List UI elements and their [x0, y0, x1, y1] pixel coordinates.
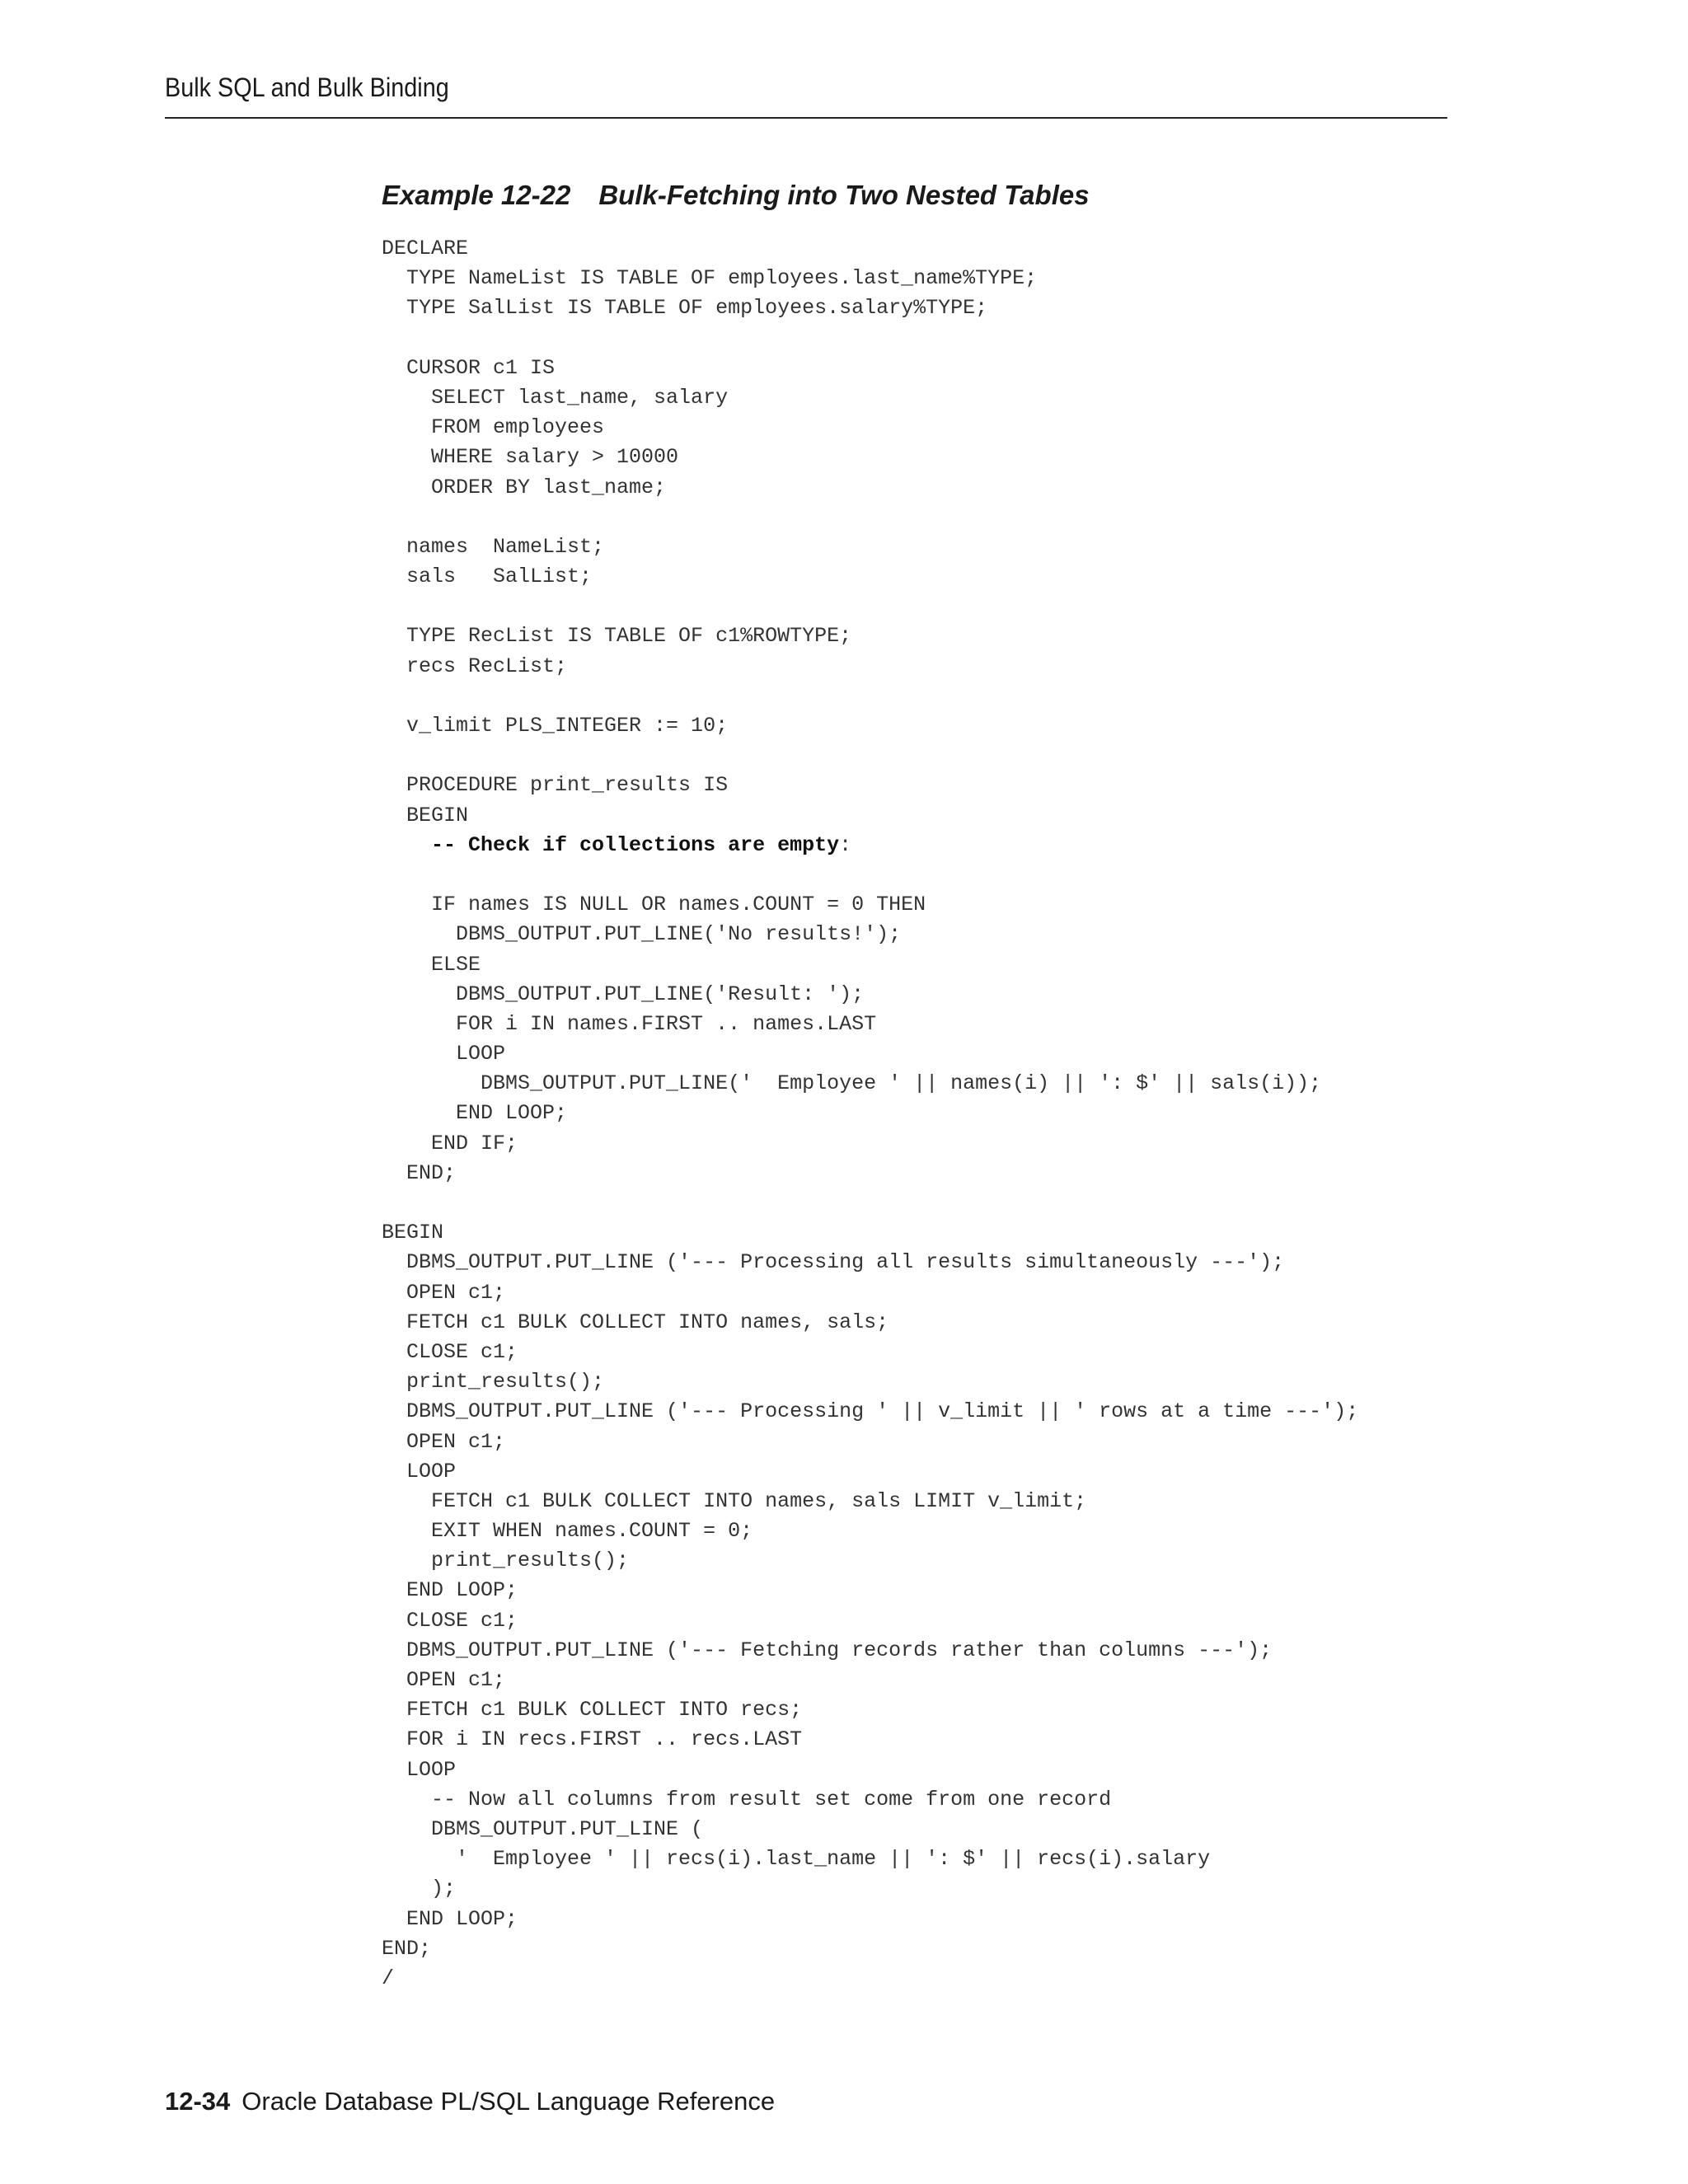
code-line [382, 1188, 1358, 1218]
code-line [382, 592, 1358, 621]
code-line: v_limit PLS_INTEGER := 10; [382, 714, 729, 738]
code-line: SELECT last_name, salary [382, 385, 729, 410]
code-line: -- Now all columns from result set come from one record [382, 1787, 1112, 1811]
code-line: FETCH c1 BULK COLLECT INTO recs; [382, 1698, 803, 1722]
code-line: DBMS_OUTPUT.PUT_LINE('Result: '); [382, 982, 865, 1006]
example-title [382, 180, 1090, 211]
code-line: LOOP [382, 1042, 506, 1066]
code-line: ); [382, 1877, 457, 1901]
code-line: ORDER BY last_name; [382, 475, 667, 499]
code-line: DBMS_OUTPUT.PUT_LINE(' Employee ' || names(i) || ': $' || sals(i)); [382, 1071, 1322, 1096]
code-line: ELSE [382, 952, 481, 977]
code-line: FROM employees [382, 415, 605, 440]
code-line: FETCH c1 BULK COLLECT INTO names, sals; [382, 1310, 889, 1334]
code-line: OPEN c1; [382, 1429, 506, 1454]
code-line: WHERE salary > 10000 [382, 445, 679, 470]
code-line: OPEN c1; [382, 1280, 506, 1305]
code-line: END LOOP; [382, 1101, 568, 1126]
code-line: PROCEDURE print_results IS [382, 773, 729, 798]
code-line: -- Check if collections are empty: [431, 832, 852, 857]
book-title: Oracle Database PL/SQL Language Reference [241, 2087, 776, 2116]
code-line: recs RecList; [382, 654, 568, 678]
code-line: DBMS_OUTPUT.PUT_LINE ( [382, 1816, 704, 1841]
code-line: END IF; [382, 1131, 518, 1155]
code-line: BEGIN [382, 1221, 444, 1245]
code-line: TYPE NameList IS TABLE OF employees.last_name%TYPE; [382, 266, 1038, 291]
code-line: EXIT WHEN names.COUNT = 0; [382, 1519, 753, 1544]
code-line: FETCH c1 BULK COLLECT INTO names, sals LIMIT v_limit; [382, 1488, 1087, 1513]
code-line: FOR i IN recs.FIRST .. recs.LAST [382, 1727, 803, 1752]
code-line: names NameList; [382, 534, 605, 559]
code-line: OPEN c1; [382, 1668, 506, 1692]
code-line: CLOSE c1; [382, 1339, 518, 1364]
code-listing [382, 234, 1358, 1994]
code-line: print_results(); [382, 1549, 630, 1573]
example-caption: Bulk-Fetching into Two Nested Tables [598, 180, 1090, 210]
code-line: DECLARE [382, 237, 469, 260]
code-line: END LOOP; [382, 1906, 518, 1931]
code-line: sals SalList; [382, 565, 593, 589]
code-line: print_results(); [382, 1370, 605, 1394]
code-line: IF names IS NULL OR names.COUNT = 0 THEN [382, 893, 926, 917]
code-line [382, 860, 1358, 890]
code-line: LOOP [382, 1459, 457, 1483]
code-line [382, 682, 1358, 711]
code-line: CLOSE c1; [382, 1608, 518, 1633]
code-line: END; [382, 1160, 457, 1185]
code-line: LOOP [382, 1757, 457, 1782]
code-line [382, 324, 1358, 354]
code-line: END LOOP; [382, 1578, 518, 1603]
code-line: ' Employee ' || recs(i).last_name || ': $' || recs(i).salary [382, 1847, 1211, 1872]
code-line: END; [382, 1936, 432, 1961]
running-footer [165, 2087, 775, 2116]
example-number: Example 12-22 [382, 180, 571, 210]
code-line: CURSOR c1 IS [382, 355, 556, 380]
code-line [382, 503, 1358, 532]
code-line [382, 741, 1358, 771]
code-line: TYPE RecList IS TABLE OF c1%ROWTYPE; [382, 624, 852, 649]
code-line: BEGIN [382, 803, 469, 827]
code-line: DBMS_OUTPUT.PUT_LINE ('--- Fetching records rather than columns ---'); [382, 1638, 1273, 1662]
running-header: Bulk SQL and Bulk Binding [165, 73, 449, 102]
code-line: DBMS_OUTPUT.PUT_LINE('No results!'); [382, 922, 902, 947]
code-line: DBMS_OUTPUT.PUT_LINE ('--- Processing ' || v_limit || ' rows at a time ---'); [382, 1399, 1359, 1424]
header-divider [165, 117, 1447, 119]
code-line: / [382, 1966, 395, 1990]
page-number: 12-34 [165, 2087, 231, 2116]
code-line: DBMS_OUTPUT.PUT_LINE ('--- Processing all results simultaneously ---'); [382, 1250, 1285, 1275]
code-line: TYPE SalList IS TABLE OF employees.salary%TYPE; [382, 296, 988, 321]
code-line: FOR i IN names.FIRST .. names.LAST [382, 1011, 877, 1036]
